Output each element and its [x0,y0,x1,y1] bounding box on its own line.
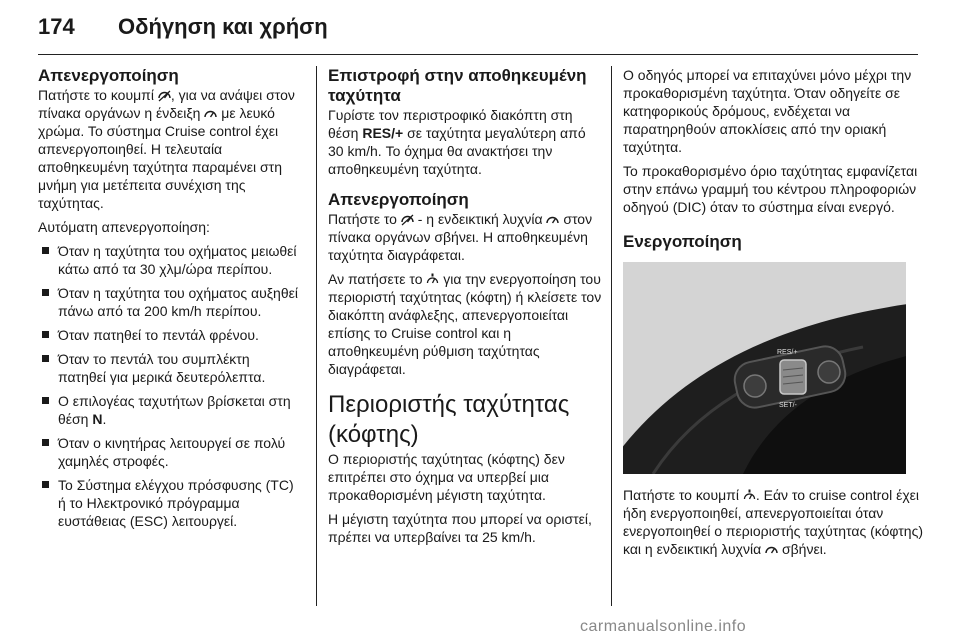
text-fragment: σε ταχύτητα μεγαλύτερη από 30 km/h. Το όχημα θα ανακτήσει την αποθηκευμένη ταχύτητα. [328,125,586,177]
text-fragment: Πατήστε το [328,211,401,227]
list-item: Όταν η ταχύτητα του οχήματος αυξηθεί πάνω από τα 200 km/h περίπου. [38,284,300,320]
res-plus-label: RES/+ [362,125,404,141]
deactivation-paragraph-2 [328,210,604,264]
limiter-paragraph-4: Το προκαθορισμένο όριο ταχύτητας εμφανίζεται στην επάνω γραμμή του κέντρου πληροφοριών οδηγού (DIC) όταν το σύστημα είναι ενεργό. [623,163,918,215]
steering-wheel-illustration [623,262,906,474]
list-item: Όταν το πεντάλ του συμπλέκτη πατηθεί για μερικά δευτερόλεπτα. [38,350,300,386]
steering-wheel-photo [623,262,906,474]
cruise-control-lamp-icon [546,212,559,225]
cruise-control-lamp-icon [765,542,778,555]
res-plus-switch-label: RES/+ [777,349,798,356]
column-divider-2 [611,66,612,606]
cruise-off-icon [158,88,171,101]
text-fragment: με λευκό χρώμα. Το σύστημα Cruise control έχει απενεργοποιηθεί. Η τελευταία αποθηκευμένη ταχύτητα παραμένει στη μνήμη για μετέπειτα συνέχιση της ταχύτητας. [38,105,282,211]
auto-deactivation-list [38,242,300,530]
speed-limiter-icon [426,272,439,285]
text-fragment: σβήνει. [778,541,827,557]
deactivation-paragraph [38,86,300,212]
activation-heading: Ενεργοποίηση [623,232,742,251]
text-fragment: , για να ανάψει στον πίνακα οργάνων η ένδειξη [38,87,295,121]
text-fragment: Γυρίστε τον περιστροφικό διακόπτη στη θέση [328,107,573,141]
column-3 [623,66,923,558]
text-fragment: - η ενδεικτική λυχνία [413,211,547,227]
text-fragment: . [102,411,107,427]
limiter-note-paragraph [328,270,604,378]
header-divider [38,54,918,55]
speed-limiter-icon [743,488,756,501]
speed-limiter-paragraph-1: Ο περιοριστής ταχύτητας (κόφτης) δεν επιτρέπει στο όχημα να υπερβεί μια προκαθορισμένη μέγιστη ταχύτητα. [328,451,565,503]
text-fragment: στον πίνακα οργάνων σβήνει. Η αποθηκευμένη ταχύτητα διαγράφεται. [328,211,593,263]
text-fragment: Πατήστε το κουμπί [623,487,743,503]
cruise-off-button[interactable] [744,375,766,397]
deactivation-heading: Απενεργοποίηση [38,66,179,85]
text-fragment: Αν πατήσετε το [328,271,427,287]
speed-limiter-paragraph-2: Η μέγιστη ταχύτητα που μπορεί να οριστεί, πρέπει να υπερβαίνει τα 25 km/h. [328,511,592,545]
list-item: Όταν ο κινητήρας λειτουργεί σε πολύ χαμηλές στροφές. [38,434,300,470]
column-1 [38,66,300,530]
page-header [38,14,918,54]
column-2 [328,66,604,546]
deactivation-heading-2: Απενεργοποίηση [328,190,469,209]
auto-deactivation-intro: Αυτόματη απενεργοποίηση: [38,219,210,235]
cruise-control-lamp-icon [204,106,217,119]
watermark: carmanualsonline.info [580,618,747,635]
text-fragment: . Εάν το cruise control έχει ήδη ενεργοποιηθεί, απενεργοποιείται όταν ενεργοποιηθεί ο περιοριστής ταχύτητας (κόφτης) και η ενδεικτική λυχνία [623,487,924,557]
speed-limiter-heading: Περιοριστής ταχύτητας (κόφτης) [328,391,570,448]
list-item: Το Σύστημα ελέγχου πρόσφυσης (TC) ή το Ηλεκτρονικό πρόγραμμα ευστάθειας (ESC) λειτουργεί. [38,476,300,530]
speed-limiter-button[interactable] [818,361,840,383]
activation-paragraph [623,486,923,558]
resume-speed-paragraph [328,106,604,178]
cruise-off-icon [401,212,414,225]
resume-speed-heading: Επιστροφή στην αποθηκευμένη ταχύτητα [328,66,587,105]
text-fragment: Ο επιλογέας ταχυτήτων βρίσκεται στη θέση [58,393,291,427]
section-title: Οδήγηση και χρήση [118,14,328,39]
text-fragment: για την ενεργοποίηση του περιοριστή ταχύτητας (κόφτη) ή κλείσετε τον διακόπτη ανάφλεξης, απενεργοποιείται επίσης το Cruise control και η αποθηκευμένη ρύθμιση ταχύτητας διαγράφεται. [328,271,602,377]
page-number: 174 [38,14,75,39]
list-item: Όταν η ταχύτητα του οχήματος μειωθεί κάτω από τα 30 χλμ/ώρα περίπου. [38,242,300,278]
list-item [38,392,300,428]
text-fragment: Πατήστε το κουμπί [38,87,158,103]
limiter-paragraph-3: Ο οδηγός μπορεί να επιταχύνει μόνο μέχρι την προκαθορισμένη ταχύτητα. Όταν οδηγείτε σε κατηφορικούς δρόμους, ενδέχεται να παρατηρηθούν αποκλίσεις από την οριακή ταχύτητα. [623,67,912,155]
set-minus-switch-label: SET/- [779,402,797,409]
gear-position-label: N [92,411,103,427]
column-divider-1 [316,66,317,606]
list-item: Όταν πατηθεί το πεντάλ φρένου. [38,326,300,344]
